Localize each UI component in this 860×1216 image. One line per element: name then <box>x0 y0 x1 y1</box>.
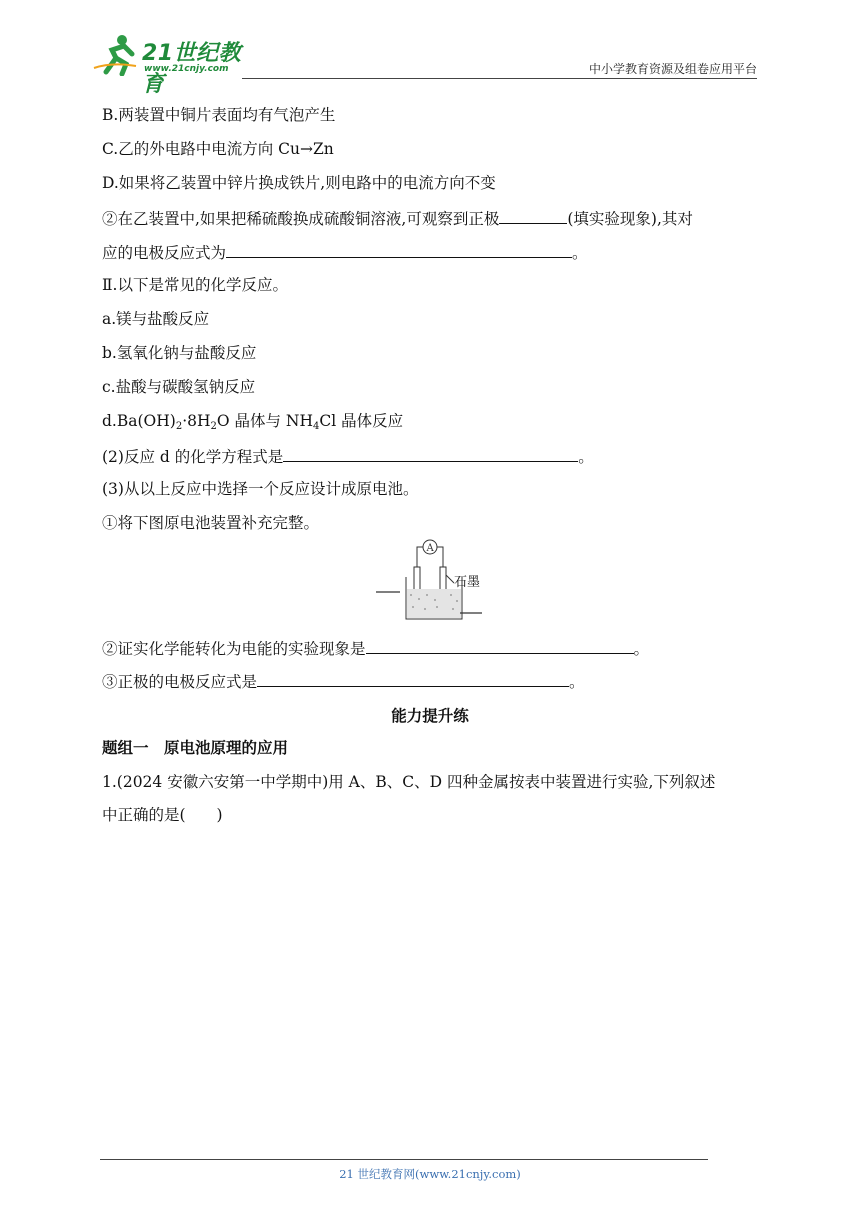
footer-divider <box>100 1159 708 1160</box>
reaction-d-part: ·8H <box>182 412 211 430</box>
answer-blank <box>283 445 578 462</box>
problem-1-line1: 1.(2024 安徽六安第一中学期中)用 A、B、C、D 四种金属按表中装置进行实验,下列叙述 <box>102 773 716 791</box>
reaction-d-part: d.Ba(OH) <box>102 412 176 430</box>
header-divider <box>242 78 757 79</box>
reaction-b: b.氢氧化钠与盐酸反应 <box>102 344 257 362</box>
question-2-text-a: ②在乙装置中,如果把稀硫酸换成硫酸铜溶液,可观察到正极 <box>102 210 500 228</box>
reaction-d-part: O 晶体与 NH <box>216 412 314 430</box>
option-b: B.两装置中铜片表面均有气泡产生 <box>102 106 336 124</box>
question-3-2 <box>102 637 649 659</box>
answer-blank <box>257 670 569 687</box>
question-text: ②证实化学能转化为电能的实验现象是 <box>102 640 366 658</box>
option-c: C.乙的外电路中电流方向 Cu→Zn <box>102 140 334 158</box>
logo-text: 21世纪教育 <box>142 41 242 97</box>
question-text: ③正极的电极反应式是 <box>102 673 258 691</box>
period: 。 <box>578 448 594 466</box>
problem-1-line2: 中正确的是( ) <box>102 806 223 824</box>
period: 。 <box>633 640 650 658</box>
question-2-line1 <box>102 207 693 229</box>
site-logo <box>92 32 262 97</box>
part-2-heading: Ⅱ.以下是常见的化学反应。 <box>102 276 288 294</box>
question-2-equation <box>102 445 594 467</box>
ammeter-label: A <box>426 543 434 554</box>
reaction-d <box>102 411 403 437</box>
period: 。 <box>569 673 585 691</box>
reaction-c: c.盐酸与碳酸氢钠反应 <box>102 378 256 396</box>
answer-blank <box>226 241 572 258</box>
question-2-text-b: (填实验现象),其对 <box>567 210 693 228</box>
question-text: (2)反应 d 的化学方程式是 <box>102 448 284 466</box>
section-title: 能力提升练 <box>391 707 469 725</box>
page-header <box>92 30 757 97</box>
question-3: (3)从以上反应中选择一个反应设计成原电池。 <box>102 480 419 498</box>
option-d: D.如果将乙装置中锌片换成铁片,则电路中的电流方向不变 <box>102 174 496 192</box>
subscript: 4 <box>313 421 320 432</box>
group-title: 题组一 原电池原理的应用 <box>102 739 289 757</box>
period: 。 <box>572 244 588 262</box>
reaction-d-part: Cl 晶体反应 <box>319 412 404 430</box>
graphite-label: 石墨 <box>454 575 481 590</box>
galvanic-cell-diagram <box>372 537 502 622</box>
question-2-line2 <box>102 241 588 263</box>
platform-name: 中小学教育资源及组卷应用平台 <box>588 62 757 76</box>
reaction-a: a.镁与盐酸反应 <box>102 310 210 328</box>
question-2-text-c: 应的电极反应式为 <box>102 244 227 262</box>
logo-url: www.21cnjy.com <box>144 64 229 74</box>
answer-blank <box>366 637 634 654</box>
question-3-3 <box>102 670 585 692</box>
footer-text[interactable]: 21 世纪教育网(www.21cnjy.com) <box>339 1167 521 1181</box>
question-3-1: ①将下图原电池装置补充完整。 <box>102 514 320 532</box>
answer-blank <box>499 207 567 224</box>
subscript: 2 <box>210 421 217 432</box>
galvanic-cell-figure <box>372 537 502 622</box>
subscript: 2 <box>175 421 183 432</box>
runner-logo-icon <box>92 32 142 76</box>
